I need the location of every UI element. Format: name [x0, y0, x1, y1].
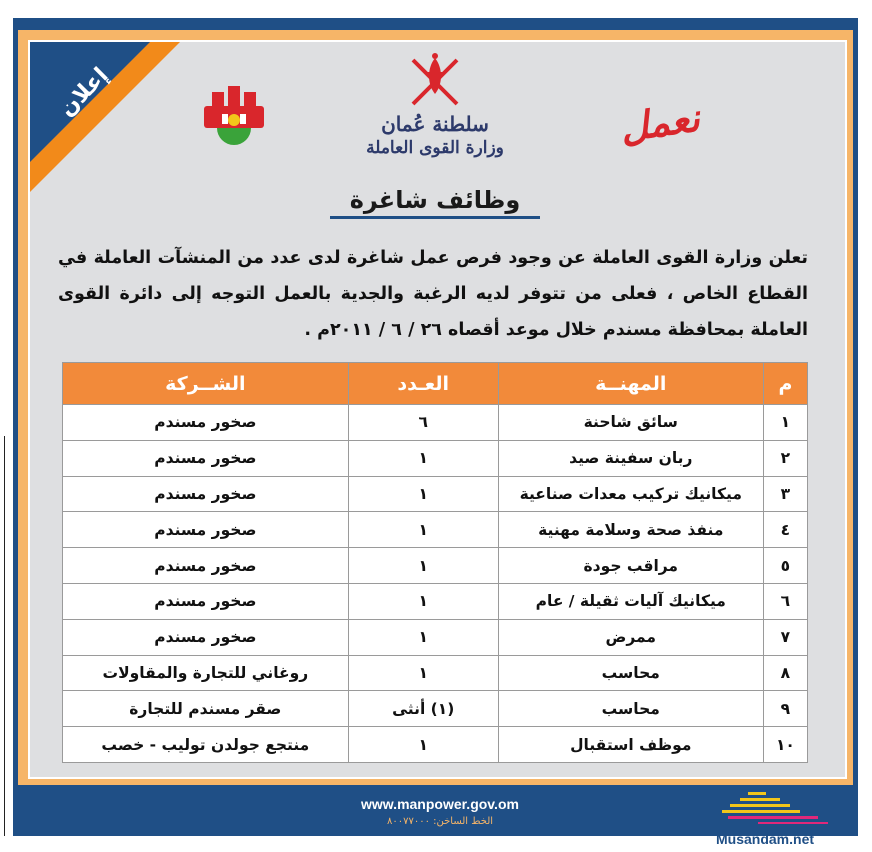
row-company: صخور مسندم	[63, 476, 349, 512]
header-company: الشــركة	[63, 363, 349, 405]
row-num: ٦	[763, 583, 807, 619]
row-company: صقر مسندم للتجارة	[63, 691, 349, 727]
row-company: صخور مسندم	[63, 512, 349, 548]
row-num: ٨	[763, 655, 807, 691]
ministry-line-1: سلطنة عُمان	[381, 112, 489, 136]
row-count: ١	[348, 548, 498, 584]
row-count: ١	[348, 727, 498, 763]
row-count: ١	[348, 440, 498, 476]
table-row	[63, 440, 808, 476]
row-company: صخور مسندم	[63, 619, 349, 655]
row-job: محاسب	[498, 655, 763, 691]
table-row	[63, 691, 808, 727]
slogan-text: نعمل	[617, 94, 703, 151]
row-num: ٤	[763, 512, 807, 548]
row-num: ٢	[763, 440, 807, 476]
row-job: مراقب جودة	[498, 548, 763, 584]
row-company: صخور مسندم	[63, 405, 349, 441]
row-num: ٥	[763, 548, 807, 584]
row-count: ١	[348, 619, 498, 655]
row-company: صخور مسندم	[63, 548, 349, 584]
musandam-governorate-logo-icon	[192, 84, 276, 146]
row-job: موظف استقبال	[498, 727, 763, 763]
page-title: وظائف شاغرة	[330, 186, 540, 219]
row-num: ٩	[763, 691, 807, 727]
announcement-label: إعلان	[54, 63, 114, 122]
row-company: روغاني للتجارة والمقاولات	[63, 655, 349, 691]
table-row	[63, 655, 808, 691]
row-num: ١	[763, 405, 807, 441]
row-num: ٧	[763, 619, 807, 655]
row-count: ١	[348, 583, 498, 619]
row-job: ميكانيك تركيب معدات صناعية	[498, 476, 763, 512]
row-job: ربان سفينة صيد	[498, 440, 763, 476]
row-count: ١	[348, 476, 498, 512]
row-company: صخور مسندم	[63, 583, 349, 619]
oman-emblem-icon	[405, 50, 465, 110]
header-num: م	[763, 363, 807, 405]
table-row	[63, 583, 808, 619]
header-count: العـدد	[348, 363, 498, 405]
row-company: منتجع جولدن توليب - خصب	[63, 727, 349, 763]
table-row	[63, 512, 808, 548]
ministry-line-2: وزارة القوى العاملة	[366, 138, 504, 158]
row-num: ٣	[763, 476, 807, 512]
table-row	[63, 476, 808, 512]
table-header-row	[63, 363, 808, 405]
row-job: ممرض	[498, 619, 763, 655]
ministry-name	[345, 112, 525, 160]
row-job: سائق شاحنة	[498, 405, 763, 441]
hotline-number: الخط الساخن: ٨٠٠٧٧٠٠٠	[386, 816, 494, 827]
edge-line	[4, 436, 5, 836]
row-job: محاسب	[498, 691, 763, 727]
table-row	[63, 405, 808, 441]
row-count: ١	[348, 655, 498, 691]
row-count: (١) أنثى	[348, 691, 498, 727]
row-num: ١٠	[763, 727, 807, 763]
vacancies-table	[62, 362, 808, 763]
musandam-net-logo-icon	[718, 790, 833, 832]
row-company: صخور مسندم	[63, 440, 349, 476]
row-job: ميكانيك آليات ثقيلة / عام	[498, 583, 763, 619]
row-job: منفذ صحة وسلامة مهنية	[498, 512, 763, 548]
announcement-body: تعلن وزارة القوى العاملة عن وجود فرص عمل شاغرة لدى عدد من المنشآت العاملة في القطاع الخاص ، فعلى من تتوفر لديه الرغبة والجدية بالعمل التوجه إلى دائرة القوى العاملة بمحافظة مسندم خلال موعد أقصاه ٢٦ / ٦ / ٢٠١١م .	[58, 248, 808, 340]
header-job: المهنــة	[498, 363, 763, 405]
row-count: ١	[348, 512, 498, 548]
watermark-text: Musandam.net	[716, 831, 815, 847]
table-row	[63, 727, 808, 763]
table-row	[63, 548, 808, 584]
table-row	[63, 619, 808, 655]
row-count: ٦	[348, 405, 498, 441]
ministry-website-link[interactable]: www.manpower.gov.om	[361, 796, 519, 812]
